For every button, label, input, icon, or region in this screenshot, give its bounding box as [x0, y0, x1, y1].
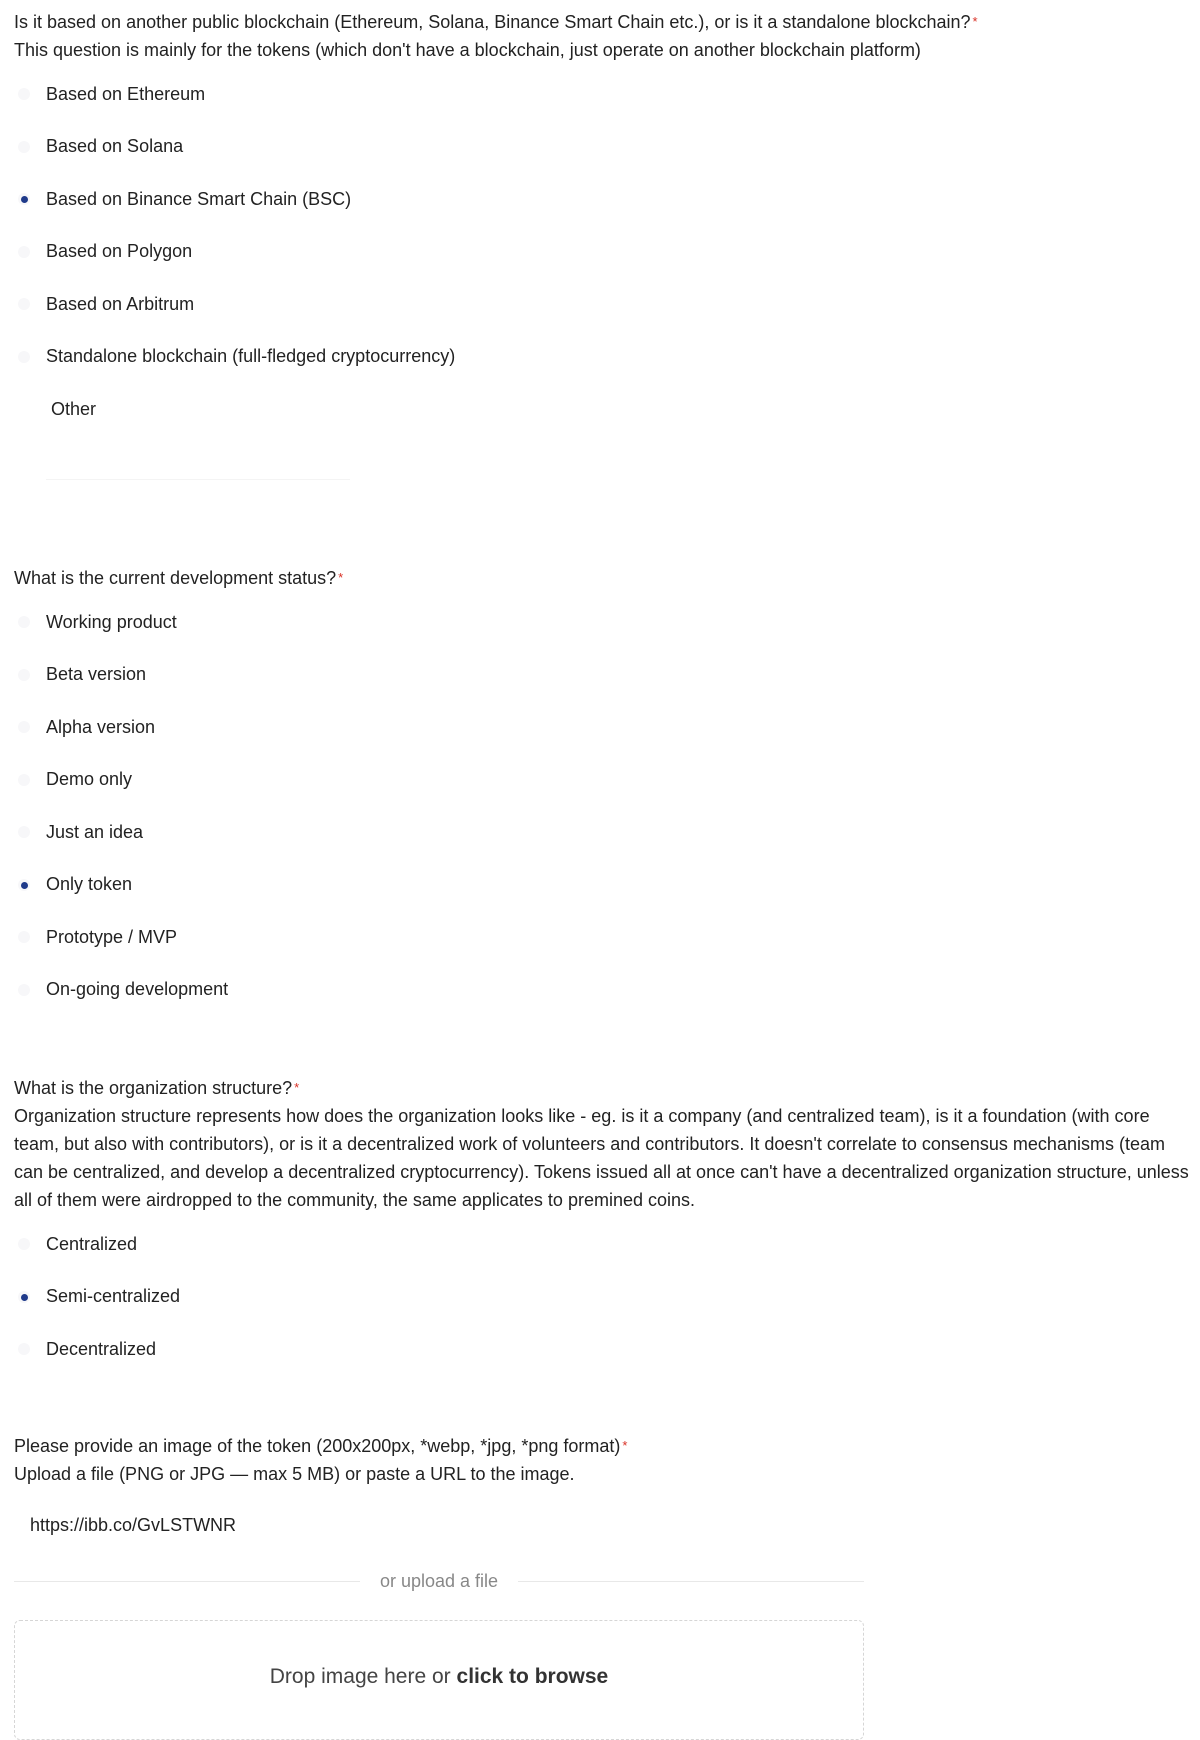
- radio-option-label: On-going development: [46, 979, 229, 1000]
- image-url-input[interactable]: [14, 1502, 864, 1548]
- radio-option[interactable]: [14, 121, 1194, 174]
- divider-line: [14, 1581, 360, 1582]
- radio-option-label: Beta version: [46, 664, 147, 685]
- required-asterisk: *: [338, 570, 344, 585]
- question-description: Upload a file (PNG or JPG — max 5 MB) or paste a URL to the image.: [14, 1464, 575, 1484]
- radio-option[interactable]: [14, 806, 1194, 859]
- radio-option-label: Based on Solana: [46, 136, 184, 157]
- radio-option-label: Demo only: [46, 769, 133, 790]
- radio-option-label: Prototype / MVP: [46, 926, 178, 947]
- dropzone-text: Drop image here or click to browse: [269, 1665, 609, 1688]
- radio-option[interactable]: [14, 859, 1194, 912]
- file-dropzone[interactable]: [14, 1620, 864, 1740]
- radio-group: [14, 68, 1194, 488]
- radio-button[interactable]: [18, 1238, 30, 1250]
- question-development-status: [14, 564, 1194, 1016]
- radio-option[interactable]: [14, 1271, 1194, 1324]
- radio-group: [14, 1218, 1194, 1376]
- required-asterisk: *: [294, 1080, 300, 1095]
- divider-line: [518, 1581, 864, 1582]
- radio-option[interactable]: [14, 278, 1194, 331]
- required-asterisk: *: [972, 14, 978, 29]
- radio-option-label: Just an idea: [46, 821, 144, 842]
- radio-option-label: Alpha version: [46, 716, 156, 737]
- radio-button[interactable]: [18, 669, 30, 681]
- radio-button[interactable]: [18, 193, 30, 205]
- radio-option-label: Decentralized: [46, 1338, 157, 1359]
- question-title: Is it based on another public blockchain (Ethereum, Solana, Binance Smart Chain etc.), or is it a standalone blockchain? *: [14, 12, 978, 32]
- question-title: What is the organization structure? *: [14, 1078, 300, 1098]
- other-input-row: [14, 436, 1194, 489]
- radio-option[interactable]: [14, 68, 1194, 121]
- radio-button[interactable]: [18, 826, 30, 838]
- radio-option[interactable]: [14, 701, 1194, 754]
- radio-option-label: Semi-centralized: [46, 1286, 181, 1307]
- radio-button[interactable]: [18, 141, 30, 153]
- radio-button[interactable]: [18, 88, 30, 100]
- radio-button[interactable]: [18, 879, 30, 891]
- radio-option-label: Based on Ethereum: [46, 83, 206, 104]
- radio-option[interactable]: [14, 331, 1194, 384]
- radio-button[interactable]: [18, 931, 30, 943]
- radio-option-label: Only token: [46, 874, 133, 895]
- radio-group: [14, 596, 1194, 1016]
- question-blockchain-base: [14, 8, 1194, 488]
- other-text-input[interactable]: [46, 443, 350, 480]
- radio-option-label: Based on Polygon: [46, 241, 193, 262]
- radio-option-label: Working product: [46, 611, 177, 632]
- other-option-label: Other: [51, 398, 97, 419]
- radio-option[interactable]: [14, 173, 1194, 226]
- question-description: Organization structure represents how does the organization looks like - eg. is it a company (and centralized team), is it a foundation (with core team, but also with contributors), or is it a decentralized work of volunteers and contributors. It doesn't correlate to consensus mechanisms (team can be centralized, and develop a decentralized cryptocurrency). Tokens issued all at once can't have a decentralized organization structure, unless all of them were airdropped to the community, the same applicates to premined coins.: [14, 1106, 1189, 1210]
- required-asterisk: *: [622, 1438, 628, 1453]
- radio-option[interactable]: [14, 1218, 1194, 1271]
- radio-option[interactable]: [14, 596, 1194, 649]
- question-organization-structure: [14, 1074, 1194, 1376]
- radio-option-other[interactable]: [14, 383, 1194, 436]
- radio-button[interactable]: [18, 298, 30, 310]
- question-description: This question is mainly for the tokens (which don't have a blockchain, just operate on another blockchain platform): [14, 40, 921, 60]
- divider-text: or upload a file: [379, 1570, 499, 1591]
- radio-button[interactable]: [18, 721, 30, 733]
- radio-button[interactable]: [18, 246, 30, 258]
- radio-option[interactable]: [14, 911, 1194, 964]
- question-title: What is the current development status? *: [14, 568, 344, 588]
- or-divider: [14, 1566, 864, 1596]
- question-token-image: [14, 1432, 1194, 1740]
- radio-option-label: Based on Arbitrum: [46, 293, 195, 314]
- radio-option-label: Based on Binance Smart Chain (BSC): [46, 188, 352, 209]
- browse-link[interactable]: click to browse: [456, 1665, 609, 1688]
- radio-option-label: Centralized: [46, 1233, 138, 1254]
- radio-button[interactable]: [18, 1291, 30, 1303]
- radio-button[interactable]: [18, 351, 30, 363]
- question-title: Please provide an image of the token (200x200px, *webp, *jpg, *png format) *: [14, 1436, 628, 1456]
- radio-button[interactable]: [18, 1343, 30, 1355]
- radio-button[interactable]: [18, 984, 30, 996]
- radio-option-label: Standalone blockchain (full-fledged cryptocurrency): [46, 346, 456, 367]
- radio-option[interactable]: [14, 964, 1194, 1017]
- radio-option[interactable]: [14, 1323, 1194, 1376]
- radio-option[interactable]: [14, 649, 1194, 702]
- radio-option[interactable]: [14, 226, 1194, 279]
- radio-button[interactable]: [18, 774, 30, 786]
- radio-option[interactable]: [14, 754, 1194, 807]
- radio-button[interactable]: [18, 616, 30, 628]
